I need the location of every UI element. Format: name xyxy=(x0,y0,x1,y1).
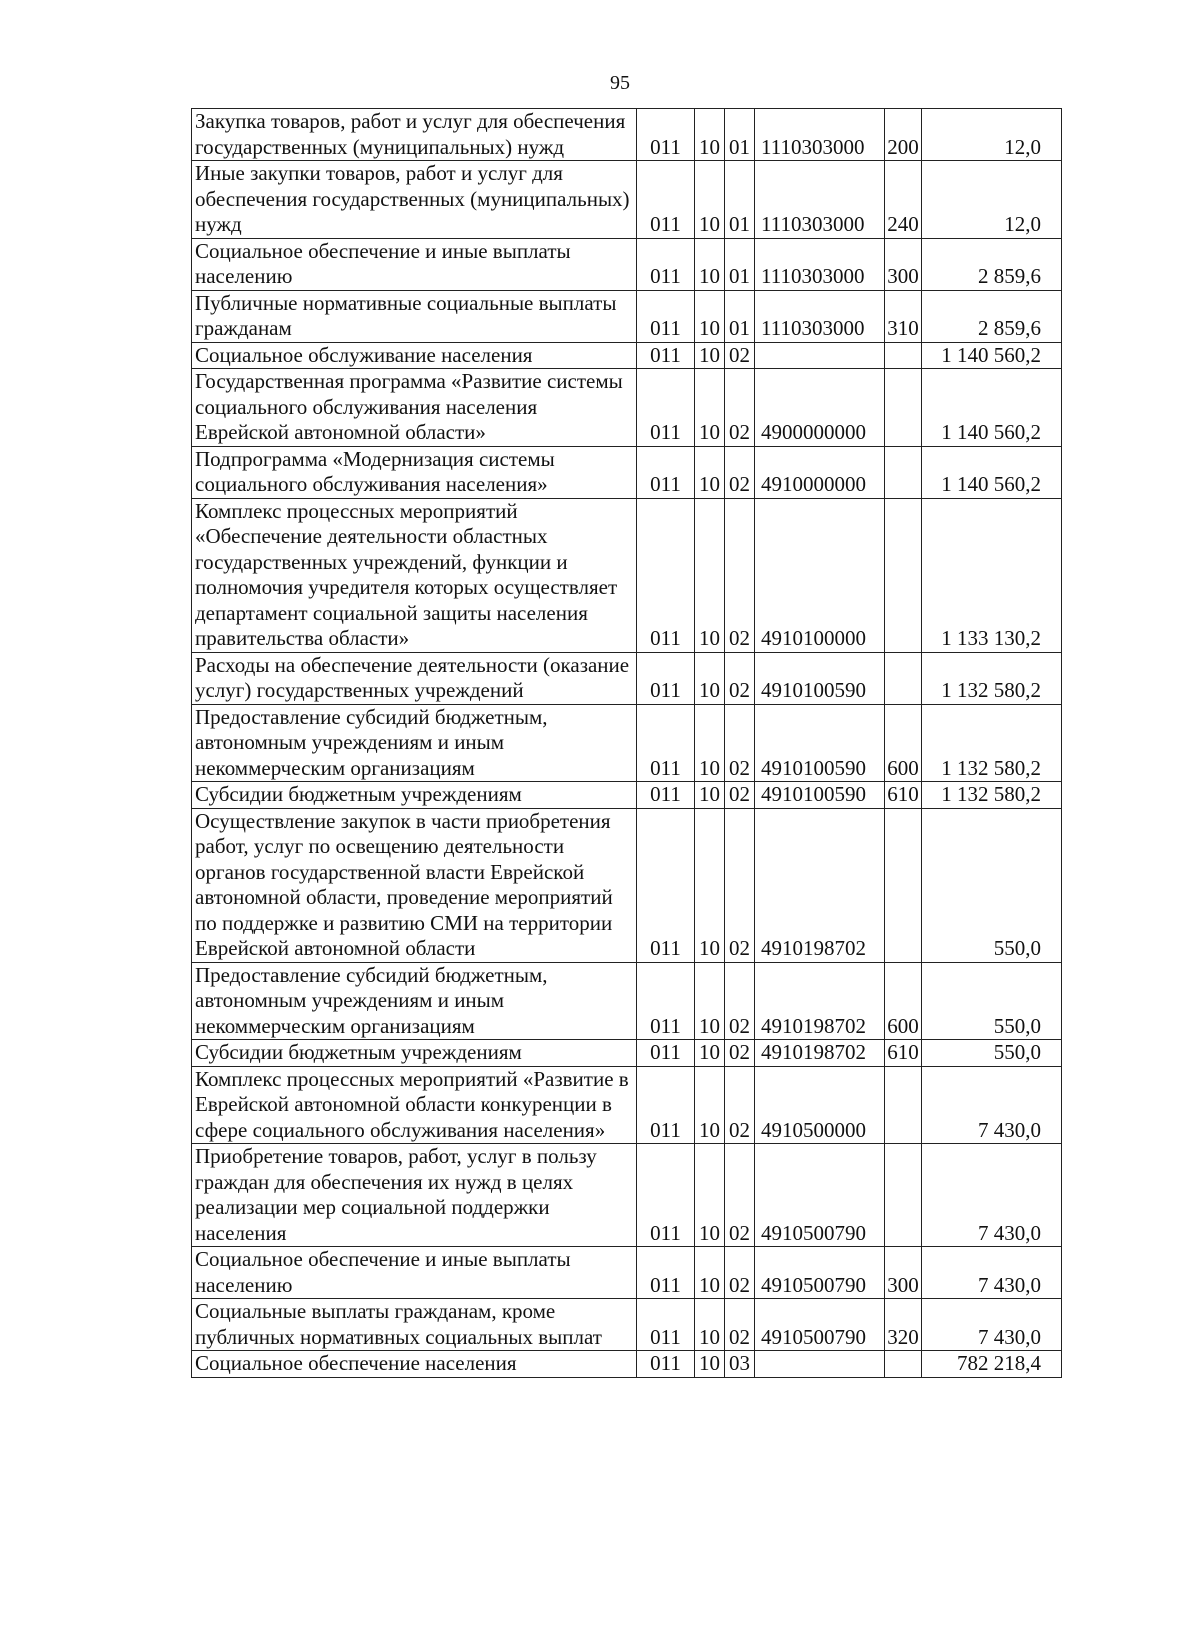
amount-cell: 782 218,4 xyxy=(922,1351,1062,1378)
amount-cell: 1 133 130,2 xyxy=(922,498,1062,652)
ministry-code-cell: 011 xyxy=(637,369,695,447)
subsection-code-cell: 01 xyxy=(725,161,755,239)
target-article-cell: 4910500790 xyxy=(755,1144,885,1247)
expense-type-cell: 310 xyxy=(885,290,922,342)
expense-name-cell: Социальное обслуживание населения xyxy=(192,342,637,369)
target-article-cell: 4910100590 xyxy=(755,652,885,704)
expense-type-cell xyxy=(885,1144,922,1247)
expense-name-cell: Подпрограмма «Модернизация системы социального обслуживания населения» xyxy=(192,446,637,498)
subsection-code-cell: 02 xyxy=(725,498,755,652)
amount-cell: 2 859,6 xyxy=(922,290,1062,342)
ministry-code-cell: 011 xyxy=(637,1247,695,1299)
amount-cell: 550,0 xyxy=(922,808,1062,962)
table-row xyxy=(192,1351,1062,1378)
subsection-code-cell: 02 xyxy=(725,1299,755,1351)
budget-table xyxy=(191,108,1062,1378)
table-row xyxy=(192,290,1062,342)
target-article-cell: 4910000000 xyxy=(755,446,885,498)
expense-name-cell: Предоставление субсидий бюджетным, автономным учреждениям и иным некоммерческим организациям xyxy=(192,704,637,782)
table-row xyxy=(192,238,1062,290)
target-article-cell: 1110303000 xyxy=(755,109,885,161)
section-code-cell: 10 xyxy=(695,498,725,652)
table-row xyxy=(192,1299,1062,1351)
amount-cell: 1 140 560,2 xyxy=(922,446,1062,498)
ministry-code-cell: 011 xyxy=(637,238,695,290)
ministry-code-cell: 011 xyxy=(637,962,695,1040)
expense-type-cell: 240 xyxy=(885,161,922,239)
subsection-code-cell: 02 xyxy=(725,1066,755,1144)
section-code-cell: 10 xyxy=(695,962,725,1040)
amount-cell: 1 140 560,2 xyxy=(922,369,1062,447)
table-row xyxy=(192,369,1062,447)
ministry-code-cell: 011 xyxy=(637,342,695,369)
amount-cell: 12,0 xyxy=(922,109,1062,161)
expense-name-cell: Субсидии бюджетным учреждениям xyxy=(192,1040,637,1067)
section-code-cell: 10 xyxy=(695,342,725,369)
expense-type-cell xyxy=(885,498,922,652)
expense-name-cell: Приобретение товаров, работ, услуг в пользу граждан для обеспечения их нужд в целях реализации мер социальной поддержки населения xyxy=(192,1144,637,1247)
expense-type-cell xyxy=(885,369,922,447)
section-code-cell: 10 xyxy=(695,808,725,962)
section-code-cell: 10 xyxy=(695,1299,725,1351)
amount-cell: 7 430,0 xyxy=(922,1144,1062,1247)
expense-type-cell xyxy=(885,1351,922,1378)
ministry-code-cell: 011 xyxy=(637,782,695,809)
target-article-cell: 4910100590 xyxy=(755,704,885,782)
expense-type-cell xyxy=(885,446,922,498)
target-article-cell: 4900000000 xyxy=(755,369,885,447)
subsection-code-cell: 03 xyxy=(725,1351,755,1378)
amount-cell: 1 132 580,2 xyxy=(922,782,1062,809)
subsection-code-cell: 02 xyxy=(725,1144,755,1247)
amount-cell: 12,0 xyxy=(922,161,1062,239)
subsection-code-cell: 02 xyxy=(725,1040,755,1067)
table-row xyxy=(192,1247,1062,1299)
section-code-cell: 10 xyxy=(695,1144,725,1247)
amount-cell: 2 859,6 xyxy=(922,238,1062,290)
ministry-code-cell: 011 xyxy=(637,1144,695,1247)
expense-type-cell xyxy=(885,1066,922,1144)
section-code-cell: 10 xyxy=(695,290,725,342)
ministry-code-cell: 011 xyxy=(637,161,695,239)
expense-type-cell: 610 xyxy=(885,782,922,809)
expense-type-cell: 610 xyxy=(885,1040,922,1067)
section-code-cell: 10 xyxy=(695,109,725,161)
subsection-code-cell: 02 xyxy=(725,782,755,809)
amount-cell: 7 430,0 xyxy=(922,1247,1062,1299)
expense-name-cell: Иные закупки товаров, работ и услуг для обеспечения государственных (муниципальных) нужд xyxy=(192,161,637,239)
subsection-code-cell: 02 xyxy=(725,652,755,704)
table-row xyxy=(192,498,1062,652)
amount-cell: 550,0 xyxy=(922,962,1062,1040)
section-code-cell: 10 xyxy=(695,1066,725,1144)
table-row xyxy=(192,1144,1062,1247)
subsection-code-cell: 02 xyxy=(725,369,755,447)
table-row xyxy=(192,161,1062,239)
amount-cell: 1 140 560,2 xyxy=(922,342,1062,369)
ministry-code-cell: 011 xyxy=(637,109,695,161)
target-article-cell: 1110303000 xyxy=(755,161,885,239)
section-code-cell: 10 xyxy=(695,782,725,809)
expense-type-cell xyxy=(885,808,922,962)
subsection-code-cell: 02 xyxy=(725,446,755,498)
expense-name-cell: Публичные нормативные социальные выплаты гражданам xyxy=(192,290,637,342)
section-code-cell: 10 xyxy=(695,369,725,447)
expense-name-cell: Субсидии бюджетным учреждениям xyxy=(192,782,637,809)
target-article-cell: 4910500000 xyxy=(755,1066,885,1144)
table-row xyxy=(192,342,1062,369)
subsection-code-cell: 01 xyxy=(725,109,755,161)
amount-cell: 7 430,0 xyxy=(922,1066,1062,1144)
table-row xyxy=(192,808,1062,962)
expense-name-cell: Государственная программа «Развитие системы социального обслуживания населения Еврейской автономной области» xyxy=(192,369,637,447)
table-row xyxy=(192,1066,1062,1144)
ministry-code-cell: 011 xyxy=(637,1040,695,1067)
expense-type-cell: 320 xyxy=(885,1299,922,1351)
table-row xyxy=(192,962,1062,1040)
amount-cell: 1 132 580,2 xyxy=(922,652,1062,704)
expense-name-cell: Комплекс процессных мероприятий «Обеспечение деятельности областных государственных учреждений, функции и полномочия учредителя которых осуществляет департамент социальной защиты населения правительства области» xyxy=(192,498,637,652)
ministry-code-cell: 011 xyxy=(637,1066,695,1144)
table-row xyxy=(192,446,1062,498)
target-article-cell: 4910198702 xyxy=(755,808,885,962)
section-code-cell: 10 xyxy=(695,238,725,290)
section-code-cell: 10 xyxy=(695,1040,725,1067)
ministry-code-cell: 011 xyxy=(637,1299,695,1351)
target-article-cell: 4910198702 xyxy=(755,962,885,1040)
target-article-cell: 4910500790 xyxy=(755,1299,885,1351)
target-article-cell: 4910100000 xyxy=(755,498,885,652)
table-row xyxy=(192,704,1062,782)
expense-name-cell: Социальные выплаты гражданам, кроме публичных нормативных социальных выплат xyxy=(192,1299,637,1351)
ministry-code-cell: 011 xyxy=(637,704,695,782)
table-row xyxy=(192,782,1062,809)
subsection-code-cell: 02 xyxy=(725,704,755,782)
target-article-cell: 1110303000 xyxy=(755,290,885,342)
expense-name-cell: Расходы на обеспечение деятельности (оказание услуг) государственных учреждений xyxy=(192,652,637,704)
expense-name-cell: Комплекс процессных мероприятий «Развитие в Еврейской автономной области конкуренции в сфере социального обслуживания населения» xyxy=(192,1066,637,1144)
expense-type-cell xyxy=(885,652,922,704)
table-row xyxy=(192,109,1062,161)
section-code-cell: 10 xyxy=(695,704,725,782)
target-article-cell xyxy=(755,1351,885,1378)
expense-type-cell: 600 xyxy=(885,704,922,782)
section-code-cell: 10 xyxy=(695,1247,725,1299)
expense-type-cell: 300 xyxy=(885,238,922,290)
page-number: 95 xyxy=(610,72,630,94)
subsection-code-cell: 01 xyxy=(725,238,755,290)
expense-type-cell xyxy=(885,342,922,369)
amount-cell: 1 132 580,2 xyxy=(922,704,1062,782)
expense-name-cell: Социальное обеспечение и иные выплаты населению xyxy=(192,238,637,290)
amount-cell: 7 430,0 xyxy=(922,1299,1062,1351)
ministry-code-cell: 011 xyxy=(637,498,695,652)
subsection-code-cell: 02 xyxy=(725,808,755,962)
target-article-cell: 4910100590 xyxy=(755,782,885,809)
table-row xyxy=(192,1040,1062,1067)
subsection-code-cell: 02 xyxy=(725,1247,755,1299)
target-article-cell xyxy=(755,342,885,369)
amount-cell: 550,0 xyxy=(922,1040,1062,1067)
budget-table-body xyxy=(192,109,1062,1378)
section-code-cell: 10 xyxy=(695,1351,725,1378)
expense-name-cell: Закупка товаров, работ и услуг для обеспечения государственных (муниципальных) нужд xyxy=(192,109,637,161)
ministry-code-cell: 011 xyxy=(637,446,695,498)
section-code-cell: 10 xyxy=(695,161,725,239)
ministry-code-cell: 011 xyxy=(637,290,695,342)
ministry-code-cell: 011 xyxy=(637,1351,695,1378)
subsection-code-cell: 02 xyxy=(725,962,755,1040)
expense-type-cell: 600 xyxy=(885,962,922,1040)
table-row xyxy=(192,652,1062,704)
section-code-cell: 10 xyxy=(695,652,725,704)
expense-name-cell: Социальное обеспечение и иные выплаты населению xyxy=(192,1247,637,1299)
expense-name-cell: Осуществление закупок в части приобретения работ, услуг по освещению деятельности органов государственной власти Еврейской автономной области, проведение мероприятий по поддержке и развитию СМИ на территории Еврейской автономной области xyxy=(192,808,637,962)
subsection-code-cell: 02 xyxy=(725,342,755,369)
ministry-code-cell: 011 xyxy=(637,808,695,962)
ministry-code-cell: 011 xyxy=(637,652,695,704)
expense-name-cell: Предоставление субсидий бюджетным, автономным учреждениям и иным некоммерческим организациям xyxy=(192,962,637,1040)
expense-name-cell: Социальное обеспечение населения xyxy=(192,1351,637,1378)
section-code-cell: 10 xyxy=(695,446,725,498)
subsection-code-cell: 01 xyxy=(725,290,755,342)
target-article-cell: 1110303000 xyxy=(755,238,885,290)
expense-type-cell: 300 xyxy=(885,1247,922,1299)
expense-type-cell: 200 xyxy=(885,109,922,161)
target-article-cell: 4910500790 xyxy=(755,1247,885,1299)
target-article-cell: 4910198702 xyxy=(755,1040,885,1067)
